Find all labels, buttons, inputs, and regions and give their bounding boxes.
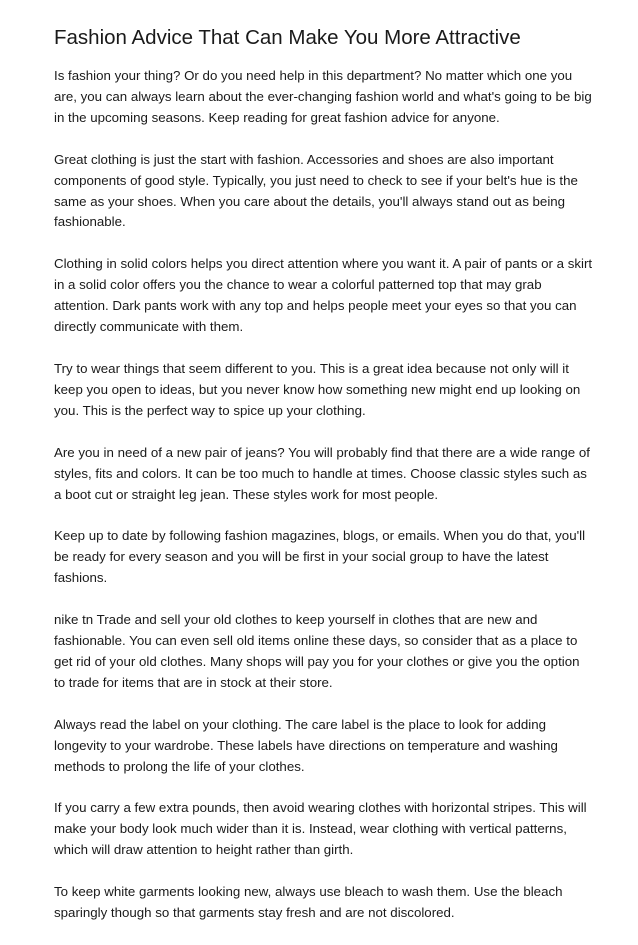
paragraph-solid-colors: Clothing in solid colors helps you direct attention where you want it. A pair of pants or a skirt in a solid color offers you the chance to wear a colorful patterned top that may grab attention. Dark pants work with any top and helps people meet your eyes so that you can directly communicate with them. <box>54 256 593 335</box>
paragraph-stripes: If you carry a few extra pounds, then avoid wearing clothes with horizontal stripes. This will make your body look much wider than it is. Instead, wear clothing with vertical patterns, which will draw attention to height rather than girth. <box>54 800 587 858</box>
paragraph-jeans: Are you in need of a new pair of jeans? You will probably find that there are a wide range of styles, fits and colors. It can be too much to handle at times. Choose classic styles such as a boot cut or straight leg jean. These styles work for most people. <box>54 444 590 502</box>
document-page <box>54 24 594 945</box>
document-title: Fashion Advice That Can Make You More Attractive <box>54 26 521 49</box>
paragraph-care-label: Always read the label on your clothing. The care label is the place to look for adding longevity to your wardrobe. These labels have directions on temperature and washing methods to prolong the life of your clothes. <box>54 716 558 774</box>
paragraph-intro: Is fashion your thing? Or do you need help in this department? No matter which one you are, you can always learn about the ever-changing fashion world and what's going to be big in the upcoming seasons. Keep reading for great fashion advice for anyone. <box>54 68 592 125</box>
paragraph-accessories: Great clothing is just the start with fashion. Accessories and shoes are also important components of good style. Typically, you just need to check to see if your belt's hue is the same as your shoes. When you care about the details, you'll always stand out as being fashionable. <box>54 151 578 230</box>
paragraph-try-different: Try to wear things that seem different to you. This is a great idea because not only will it keep you open to ideas, but you never know how something new might end up looking on you. This is the perfect way to spice up your clothing. <box>54 360 581 418</box>
paragraph-trade-clothes: nike tn Trade and sell your old clothes to keep yourself in clothes that are new and fashionable. You can even sell old items online these days, so consider that as a place to get rid of your old clothes. Many shops will pay you for your clothes or give you the option to trade for items that are in stock at their store. <box>54 612 580 690</box>
paragraph-bleach: To keep white garments looking new, always use bleach to wash them. Use the bleach sparingly though so that garments stay fresh and are not discolored. <box>54 884 563 921</box>
paragraph-magazines: Keep up to date by following fashion magazines, blogs, or emails. When you do that, you'll be ready for every season and you will be first in your social group to have the latest fashions. <box>54 528 586 586</box>
